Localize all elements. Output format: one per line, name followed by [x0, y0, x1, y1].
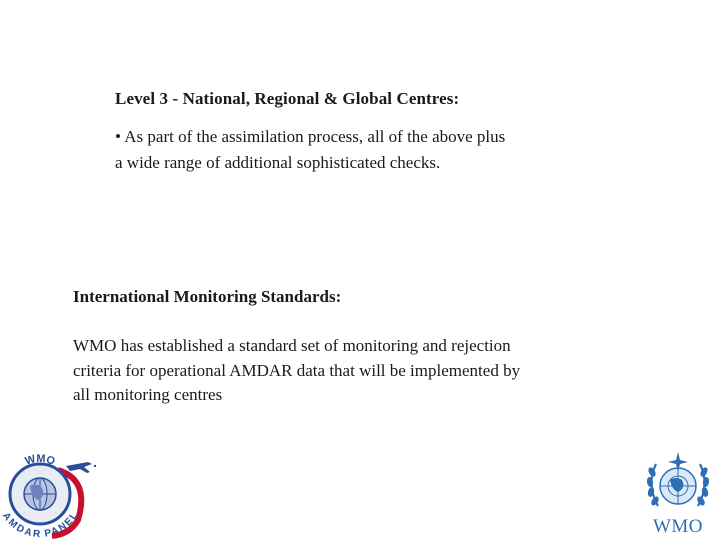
- international-body-line1: WMO has established a standard set of monitoring and rejection: [73, 336, 511, 355]
- level3-bullet-line2: a wide range of additional sophisticated checks.: [115, 153, 441, 172]
- amdar-panel-logo: [0, 450, 104, 540]
- aircraft-icon: [66, 462, 92, 473]
- international-body-line2: criteria for operational AMDAR data that will be implemented by: [73, 360, 521, 380]
- international-body: [73, 334, 633, 408]
- amdar-logo-top-text: WMO: [23, 452, 57, 468]
- international-body-line3: all monitoring centres: [73, 385, 223, 404]
- wmo-logo-label: WMO: [652, 516, 704, 537]
- wmo-emblem-icon: [642, 450, 714, 518]
- amdar-logo-bottom-text: AMDAR PANEL: [0, 510, 81, 540]
- wmo-logo: [642, 450, 714, 540]
- level3-bullet: [115, 124, 635, 176]
- level3-bullet-line1: • As part of the assimilation process, all of the above plus: [115, 127, 506, 146]
- international-heading: International Monitoring Standards:: [73, 287, 342, 306]
- level3-heading: Level 3 - National, Regional & Global Centres:: [115, 89, 460, 108]
